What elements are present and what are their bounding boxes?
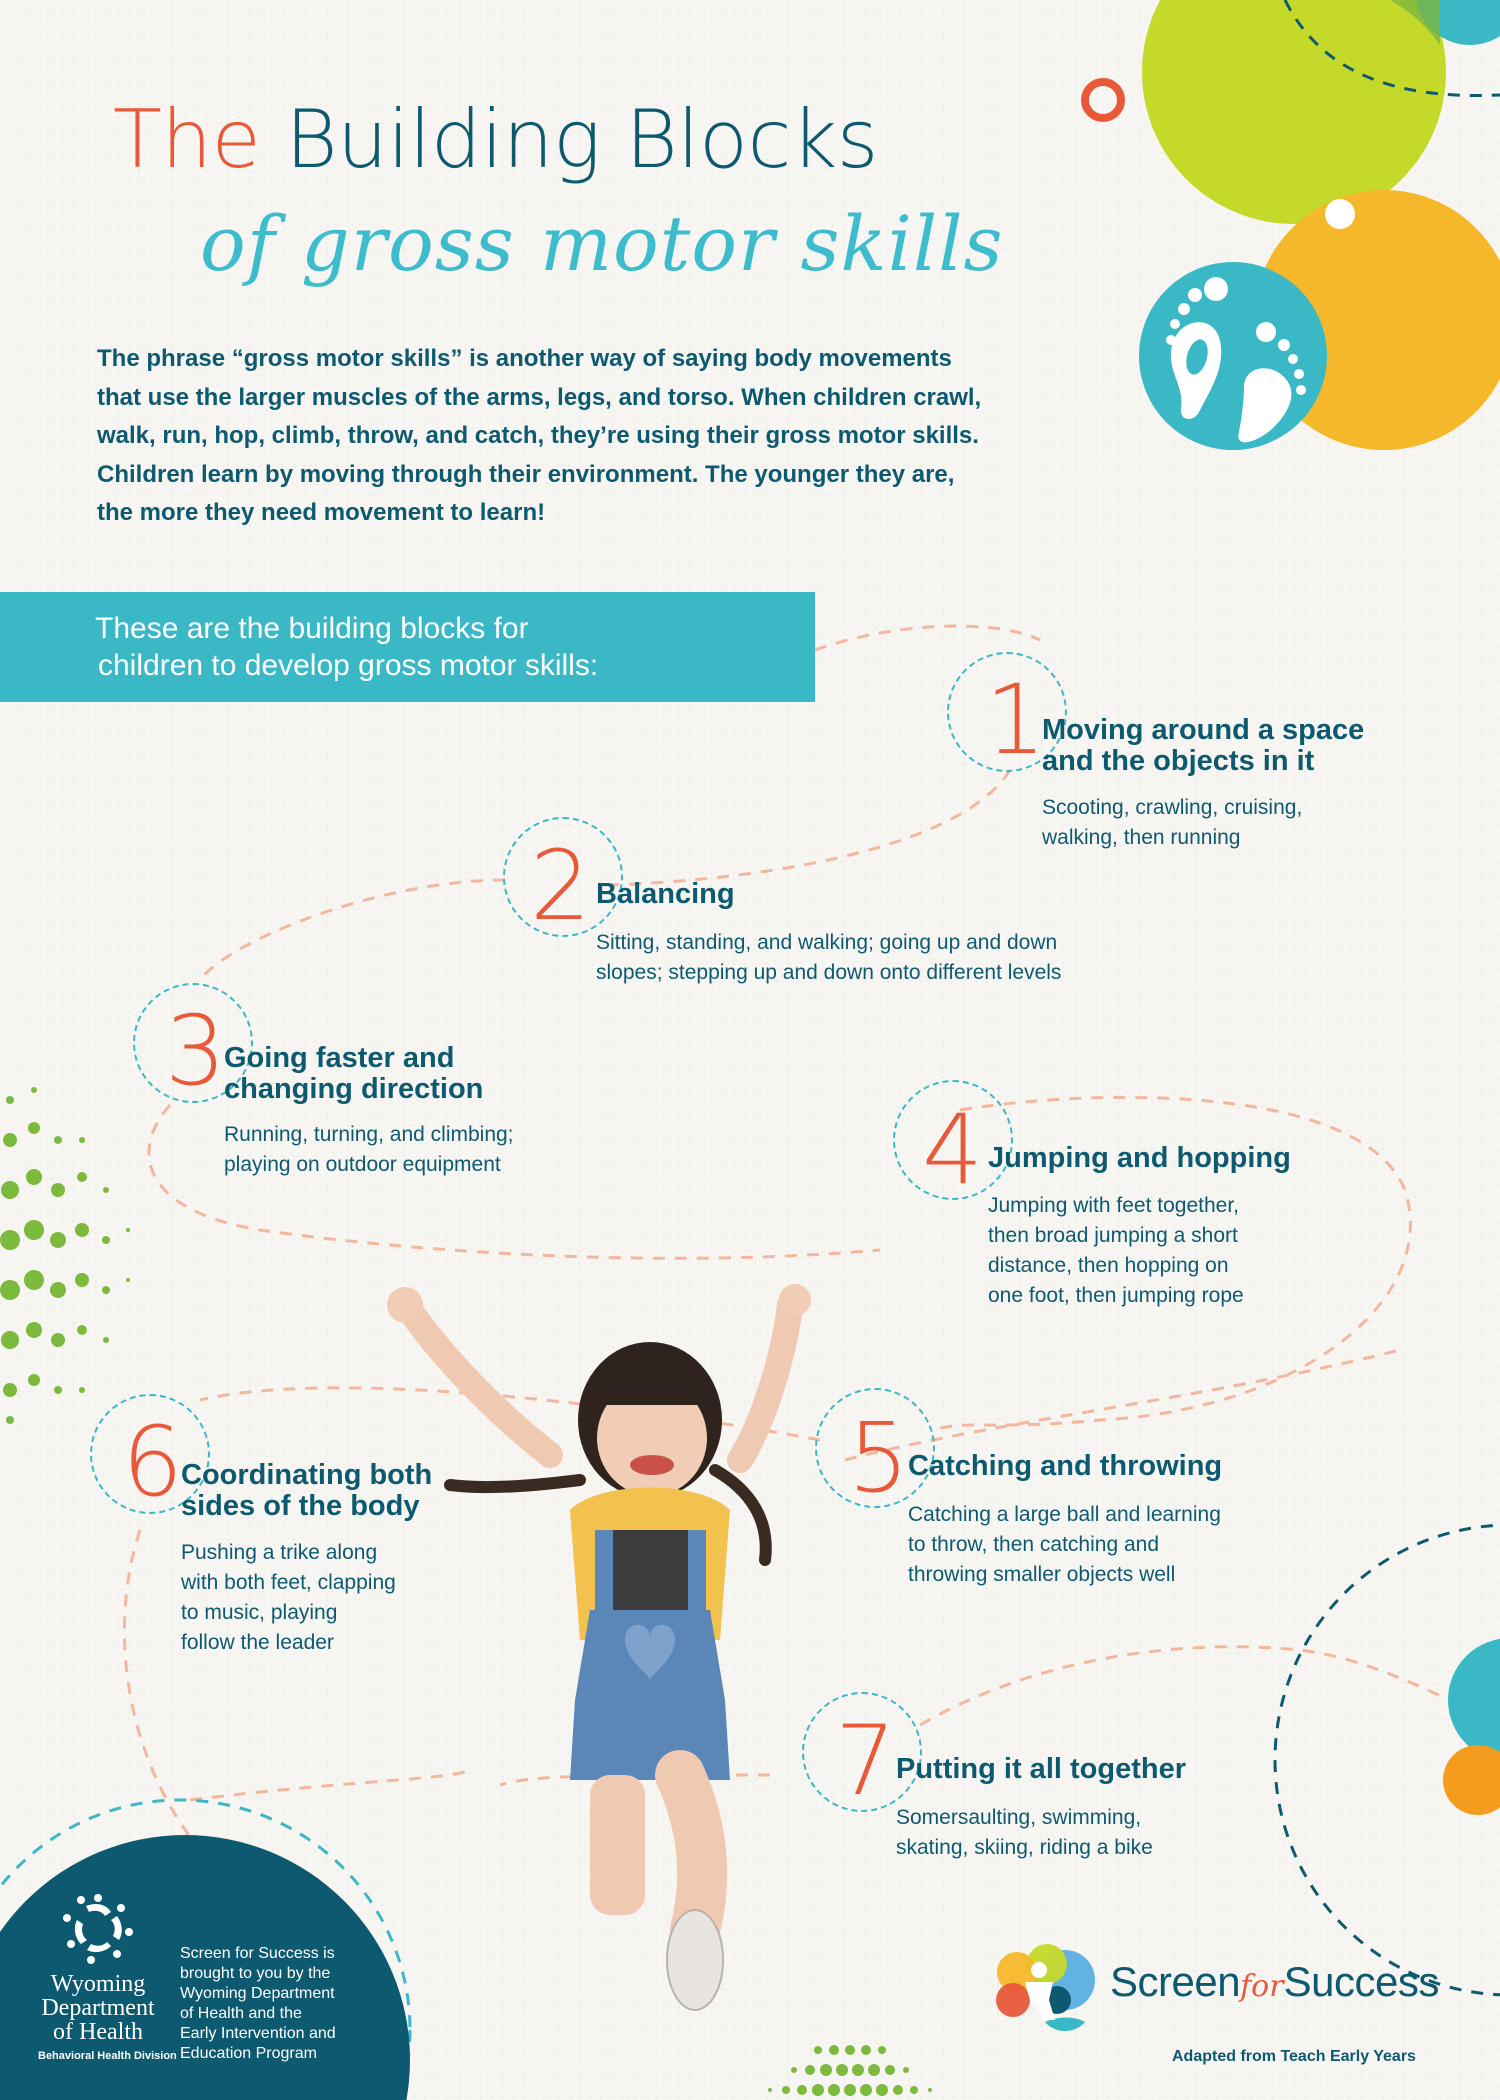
desc-line: Pushing a trike along <box>181 1541 378 1564</box>
intro-line: the more they need movement to learn! <box>97 499 546 526</box>
desc-line: to music, playing <box>181 1601 338 1624</box>
heading-line: Catching and throwing <box>908 1450 1223 1482</box>
block-heading <box>596 879 735 910</box>
block-heading <box>896 1754 1186 1785</box>
jumping-girl-photo <box>370 1280 830 2020</box>
block-number: 4 <box>922 1094 984 1206</box>
desc-line: follow the leader <box>181 1631 334 1654</box>
block-description <box>988 1191 1244 1311</box>
credit-line: Early Intervention and <box>180 2025 336 2042</box>
desc-line: Scooting, crawling, cruising, <box>1042 796 1303 819</box>
desc-line: slopes; stepping up and down onto different levels <box>596 961 1062 984</box>
intro-line: Children learn by moving through their environment. The younger they are, <box>97 460 955 488</box>
wdh-line: Department <box>41 1995 155 2021</box>
block-description <box>908 1500 1221 1590</box>
block-number: 6 <box>122 1406 184 1518</box>
block-heading <box>224 1043 483 1105</box>
desc-line: playing on outdoor equipment <box>224 1153 501 1176</box>
halftone-dots-left <box>0 1060 150 1430</box>
heading-line: Coordinating both <box>181 1459 433 1491</box>
block-heading <box>988 1143 1291 1174</box>
wdh-line: of Health <box>53 2019 143 2045</box>
desc-line: Running, turning, and climbing; <box>224 1123 514 1146</box>
credit-line: brought to you by the <box>180 1965 331 1982</box>
block-number: 2 <box>530 830 592 942</box>
desc-line: one foot, then jumping rope <box>988 1284 1244 1307</box>
desc-line: Somersaulting, swimming, <box>896 1806 1142 1829</box>
block-heading <box>1042 715 1364 777</box>
desc-line: Catching a large ball and learning <box>908 1503 1221 1526</box>
block-number: 7 <box>835 1705 897 1817</box>
title-the: The <box>113 93 261 186</box>
intro-line: that use the larger muscles of the arms, legs, and torso. When children crawl, <box>97 383 982 411</box>
intro-line: The phrase “gross motor skills” is another way of saying body movements <box>97 345 952 372</box>
footer-credit <box>180 1944 380 2064</box>
page-subtitle-script: of gross motor skills <box>200 199 1004 288</box>
heading-line: Balancing <box>596 878 735 910</box>
heading-line: Moving around a space <box>1042 714 1365 746</box>
heading-line: sides of the body <box>181 1490 420 1522</box>
desc-line: Jumping with feet together, <box>988 1194 1239 1217</box>
credit-line: Education Program <box>180 2045 317 2062</box>
block-number: 1 <box>985 664 1047 776</box>
section-banner <box>0 592 815 702</box>
block-description <box>181 1538 396 1658</box>
halftone-dots-bottom <box>735 2020 965 2100</box>
heading-line: and the objects in it <box>1042 745 1315 777</box>
desc-line: Sitting, standing, and walking; going up and down <box>596 931 1058 954</box>
page-title <box>113 93 878 186</box>
block-description <box>896 1803 1153 1863</box>
sfs-success: Success <box>1283 1958 1439 2005</box>
desc-line: throwing smaller objects well <box>908 1563 1176 1586</box>
heading-line: Going faster and <box>224 1042 455 1074</box>
credit-line: Screen for Success is <box>180 1945 335 1962</box>
desc-line: to throw, then catching and <box>908 1533 1160 1556</box>
title-main: Building Blocks <box>285 93 878 186</box>
heading-line: Jumping and hopping <box>988 1142 1291 1174</box>
desc-line: with both feet, clapping <box>181 1571 396 1594</box>
wdh-division: Behavioral Health Division <box>38 2050 177 2062</box>
block-heading <box>908 1451 1222 1482</box>
footprints-icon <box>1139 262 1327 450</box>
credit-line: of Health and the <box>180 2005 302 2022</box>
desc-line: skating, skiing, riding a bike <box>896 1836 1153 1859</box>
banner-line-1: These are the building blocks for <box>95 612 529 645</box>
intro-line: walk, run, hop, climb, throw, and catch, they’re using their gross motor skills. <box>97 422 979 449</box>
credit-line: Wyoming Department <box>180 1985 335 2002</box>
desc-line: then broad jumping a short <box>988 1224 1238 1247</box>
desc-line: walking, then running <box>1042 826 1241 849</box>
sfs-screen: Screen <box>1110 1958 1241 2005</box>
banner-text <box>95 610 598 684</box>
block-description <box>596 928 1061 988</box>
heading-line: Putting it all together <box>896 1753 1186 1785</box>
child-bubbles-logo-icon <box>995 1942 1105 2042</box>
block-description <box>224 1120 514 1180</box>
people-circle-logo-icon <box>61 1890 135 1964</box>
wdh-logo <box>38 1890 177 2070</box>
banner-line-2: children to develop gross motor skills: <box>98 649 599 682</box>
block-number: 5 <box>848 1402 910 1514</box>
adapted-credit: Adapted from Teach Early Years <box>1172 2048 1416 2065</box>
desc-line: distance, then hopping on <box>988 1254 1229 1277</box>
block-description <box>1042 793 1302 853</box>
sfs-for: for <box>1240 1969 1284 2004</box>
screen-for-success-logo <box>995 1942 1455 2032</box>
sfs-wordmark <box>1110 1958 1439 2006</box>
wdh-name <box>38 1972 158 2044</box>
heading-line: changing direction <box>224 1073 484 1105</box>
intro-paragraph <box>97 340 1057 533</box>
wdh-line: Wyoming <box>50 1971 146 1997</box>
block-number: 3 <box>165 995 227 1107</box>
